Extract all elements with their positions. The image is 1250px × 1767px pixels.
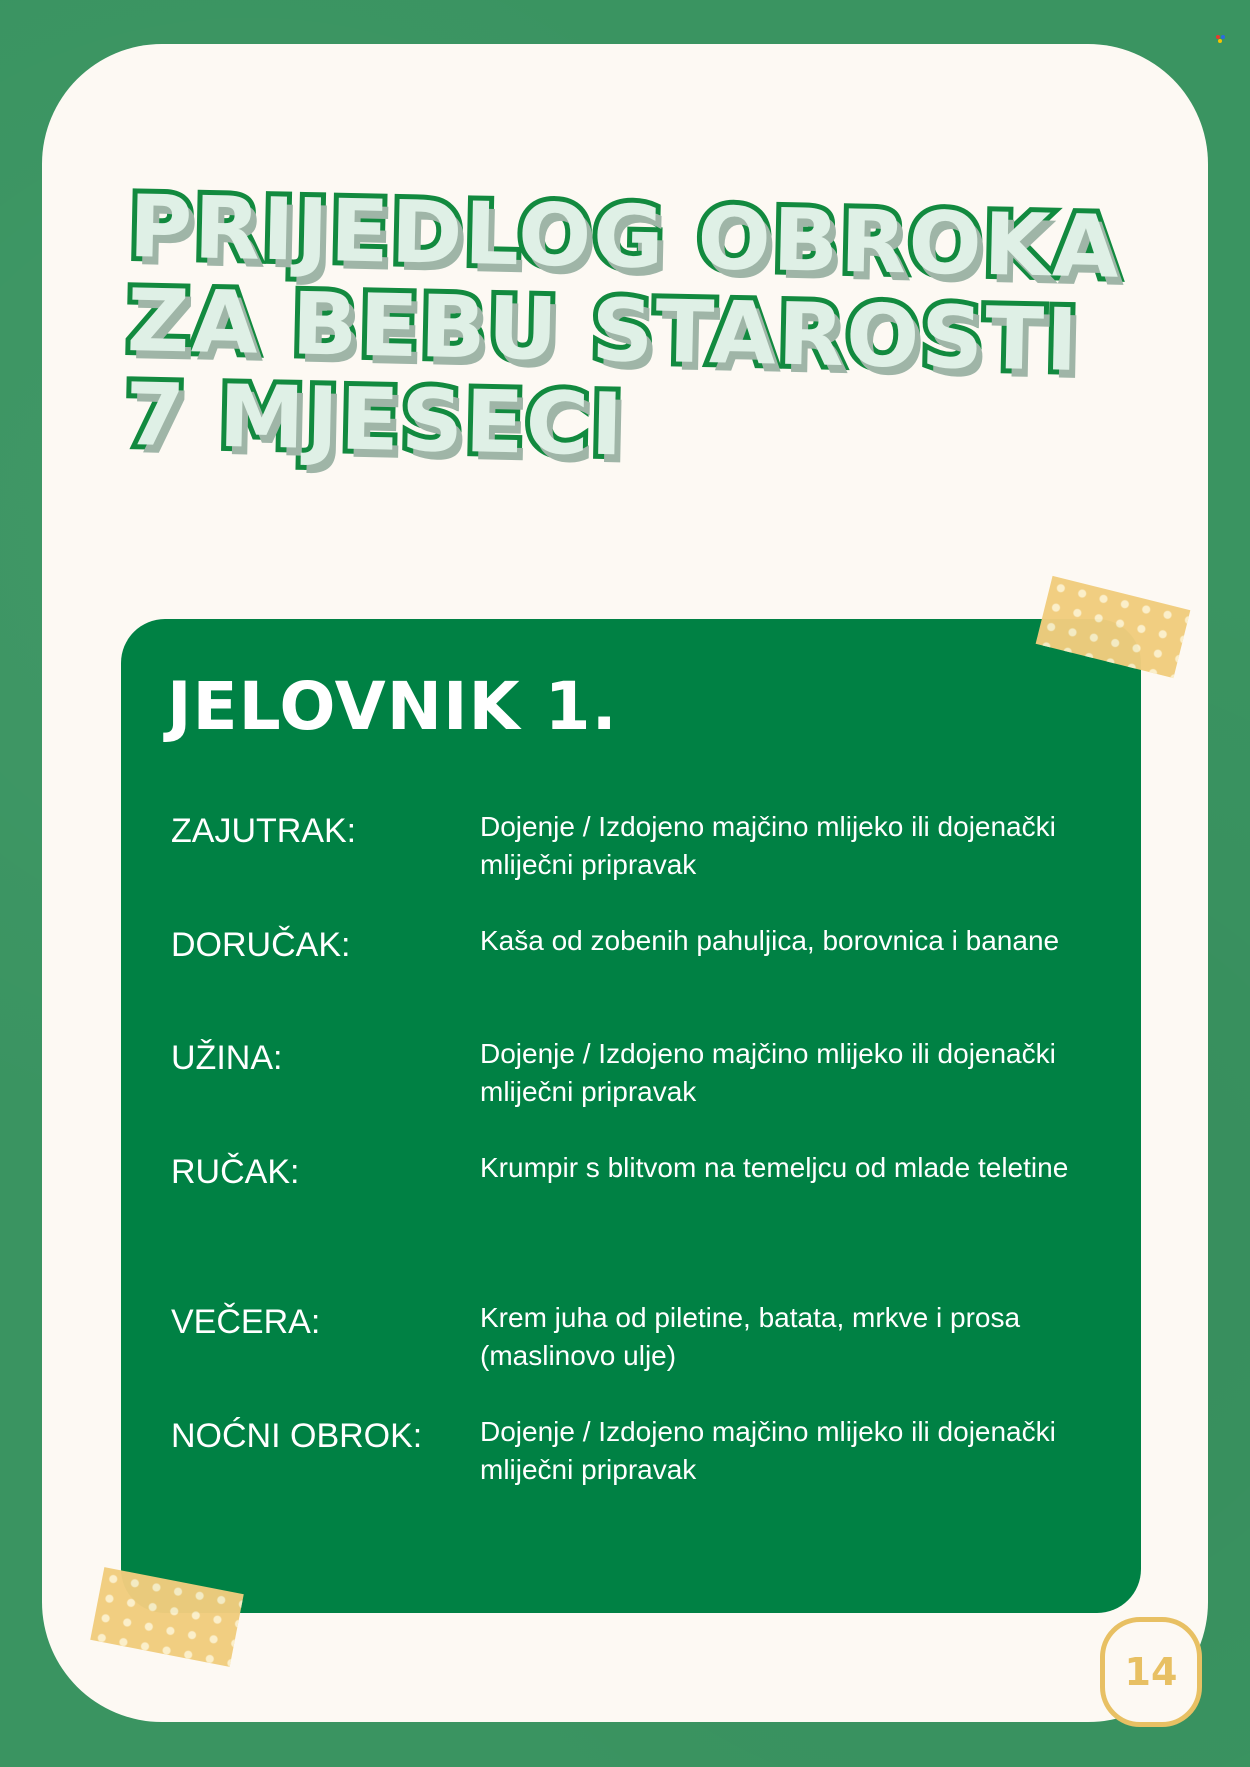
meal-label-uzina: UŽINA: — [171, 1039, 283, 1077]
menu-panel — [121, 619, 1141, 1613]
meal-label-rucak: RUČAK: — [171, 1153, 300, 1191]
title-line-1: PRIJEDLOG OBROKA — [127, 177, 1122, 298]
meal-description-nocni-obrok: Dojenje / Izdojeno majčino mlijeko ili dojenački mliječni pripravak — [480, 1416, 1056, 1485]
meal-description-rucak: Krumpir s blitvom na temeljcu od mlade teletine — [480, 1152, 1069, 1183]
page-number: 14 — [1100, 1617, 1202, 1727]
meal-description-zajutrak: Dojenje / Izdojeno majčino mlijeko ili dojenački mliječni pripravak — [480, 811, 1056, 880]
meal-label-nocni-obrok: NOĆNI OBROK: — [171, 1417, 423, 1455]
corner-mark — [1216, 35, 1226, 43]
title-line-2: ZA BEBU STAROSTI — [126, 270, 1081, 391]
menu-heading: JELOVNIK 1. — [167, 668, 618, 745]
meal-description-uzina: Dojenje / Izdojeno majčino mlijeko ili dojenački mliječni pripravak — [480, 1038, 1056, 1107]
meal-label-dorucak: DORUČAK: — [171, 926, 351, 964]
meal-description-dorucak: Kaša od zobenih pahuljica, borovnica i banane — [480, 925, 1060, 956]
page-title — [124, 177, 1150, 483]
title-line-3: 7 MJESECI — [124, 364, 626, 476]
meal-label-vecera: VEČERA: — [171, 1303, 321, 1341]
meal-label-zajutrak: ZAJUTRAK: — [171, 812, 357, 850]
meal-description-vecera: Krem juha od piletine, batata, mrkve i prosa (maslinovo ulje) — [480, 1302, 1021, 1371]
